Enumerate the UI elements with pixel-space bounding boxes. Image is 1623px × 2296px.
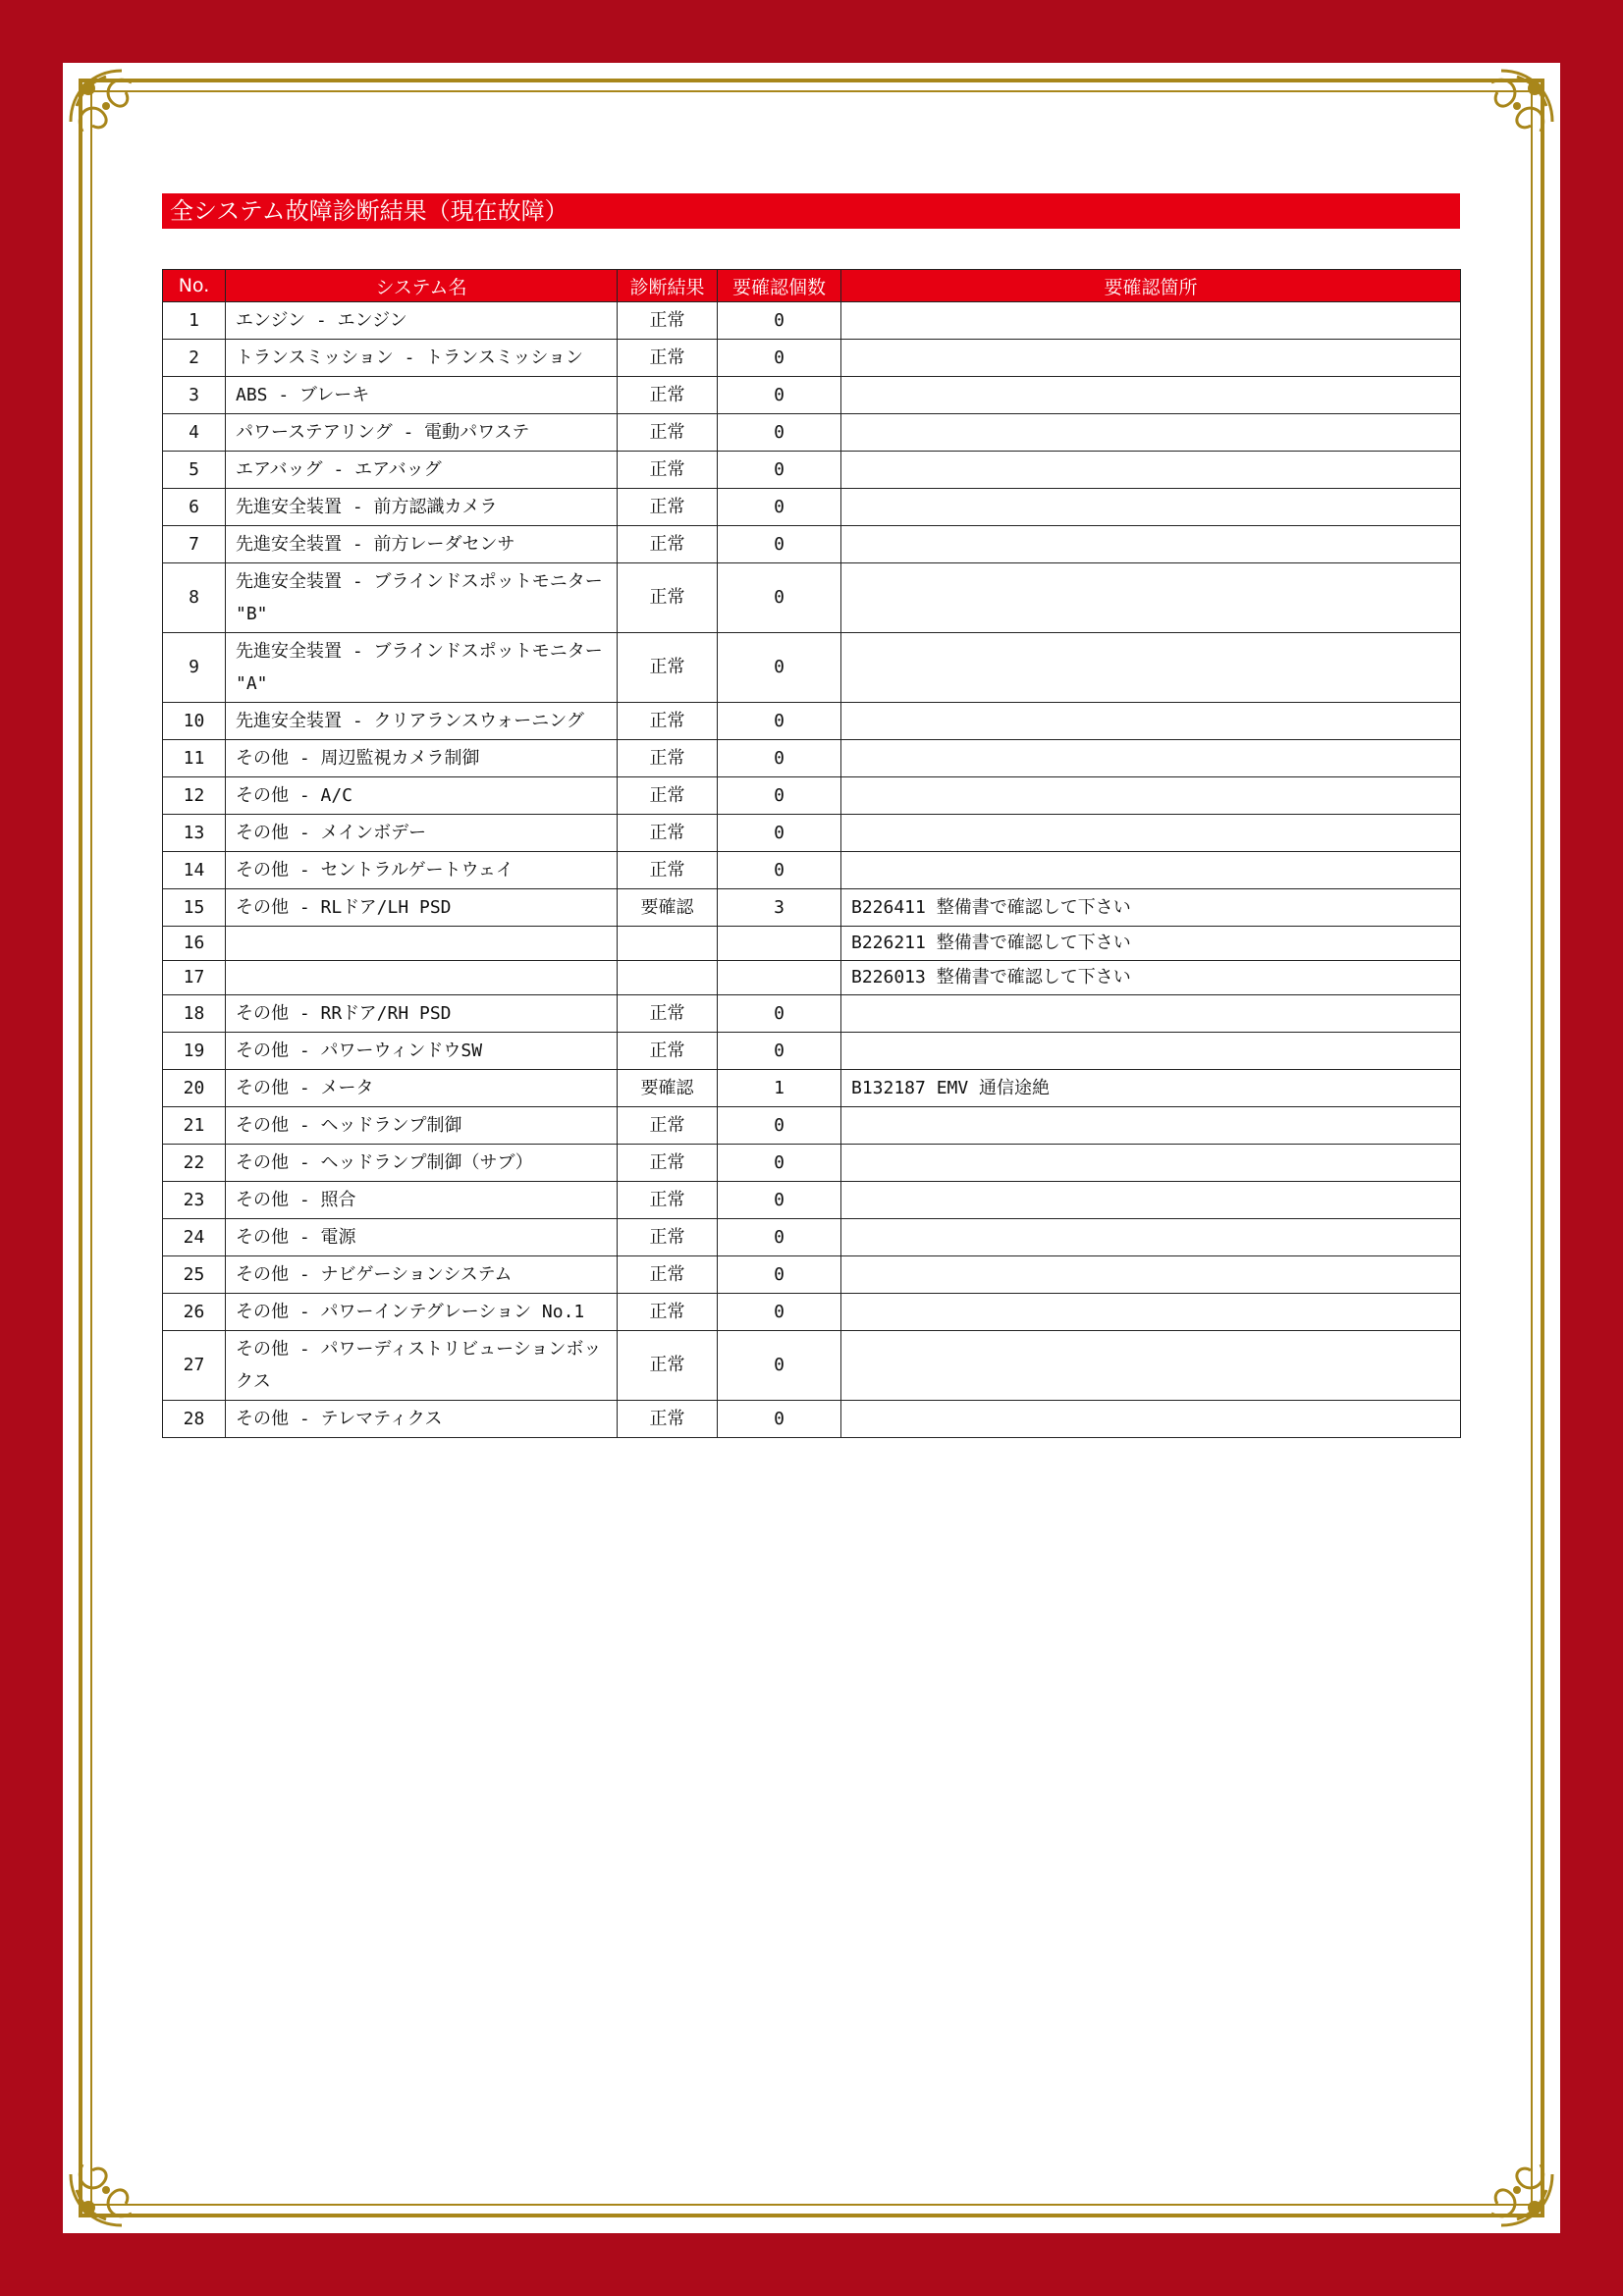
cell-system: その他 - ヘッドランプ制御（サブ） (226, 1145, 618, 1182)
table-row (163, 1294, 1461, 1331)
cell-result: 正常 (618, 740, 718, 777)
cell-no: 28 (163, 1401, 226, 1438)
cell-system: その他 - パワーディストリビューションボックス (226, 1331, 618, 1401)
cell-no: 23 (163, 1182, 226, 1219)
cell-location (841, 489, 1461, 526)
cell-no: 4 (163, 414, 226, 452)
table-header-row (163, 270, 1461, 302)
cell-count (718, 961, 841, 995)
cell-system: 先進安全装置 - ブラインドスポットモニター "A" (226, 633, 618, 703)
cell-location (841, 1331, 1461, 1401)
table-row (163, 489, 1461, 526)
cell-system (226, 961, 618, 995)
document-page (63, 63, 1560, 2233)
cell-result: 正常 (618, 1219, 718, 1256)
cell-no: 5 (163, 452, 226, 489)
cell-result (618, 961, 718, 995)
cell-result: 正常 (618, 633, 718, 703)
table-row (163, 340, 1461, 377)
table-row (163, 1219, 1461, 1256)
table-row (163, 633, 1461, 703)
cell-count: 0 (718, 414, 841, 452)
cell-location (841, 340, 1461, 377)
cell-count: 0 (718, 1145, 841, 1182)
cell-location (841, 1294, 1461, 1331)
cell-result (618, 927, 718, 961)
table-row (163, 1331, 1461, 1401)
cell-location (841, 563, 1461, 633)
cell-result: 正常 (618, 1401, 718, 1438)
cell-no: 2 (163, 340, 226, 377)
header-system: システム名 (226, 270, 618, 302)
cell-result: 正常 (618, 1331, 718, 1401)
cell-result: 正常 (618, 452, 718, 489)
cell-no: 19 (163, 1033, 226, 1070)
cell-no: 1 (163, 302, 226, 340)
cell-no: 10 (163, 703, 226, 740)
cell-system: その他 - テレマティクス (226, 1401, 618, 1438)
cell-result: 正常 (618, 489, 718, 526)
table-row (163, 377, 1461, 414)
cell-count: 0 (718, 1294, 841, 1331)
cell-system: その他 - ナビゲーションシステム (226, 1256, 618, 1294)
cell-location (841, 852, 1461, 889)
cell-system (226, 927, 618, 961)
table-row (163, 995, 1461, 1033)
cell-location (841, 1256, 1461, 1294)
cell-location (841, 815, 1461, 852)
cell-location (841, 777, 1461, 815)
cell-count: 0 (718, 377, 841, 414)
cell-system: その他 - RLドア/LH PSD (226, 889, 618, 927)
cell-no: 16 (163, 927, 226, 961)
table-row (163, 452, 1461, 489)
table-row (163, 1256, 1461, 1294)
cell-count: 0 (718, 703, 841, 740)
cell-result: 正常 (618, 777, 718, 815)
header-result: 診断結果 (618, 270, 718, 302)
cell-system: その他 - RRドア/RH PSD (226, 995, 618, 1033)
cell-count: 0 (718, 452, 841, 489)
cell-system: その他 - パワーウィンドウSW (226, 1033, 618, 1070)
cell-count: 0 (718, 340, 841, 377)
cell-location (841, 1219, 1461, 1256)
table-row (163, 1107, 1461, 1145)
cell-count: 0 (718, 302, 841, 340)
cell-system: 先進安全装置 - ブラインドスポットモニター "B" (226, 563, 618, 633)
cell-location (841, 1107, 1461, 1145)
cell-count: 0 (718, 1331, 841, 1401)
cell-location (841, 1401, 1461, 1438)
cell-result: 正常 (618, 1107, 718, 1145)
cell-count: 0 (718, 1033, 841, 1070)
cell-count: 3 (718, 889, 841, 927)
cell-system: その他 - A/C (226, 777, 618, 815)
cell-system: その他 - ヘッドランプ制御 (226, 1107, 618, 1145)
table-body (163, 302, 1461, 1438)
header-location: 要確認箇所 (841, 270, 1461, 302)
cell-no: 20 (163, 1070, 226, 1107)
cell-system: 先進安全装置 - クリアランスウォーニング (226, 703, 618, 740)
cell-system: 先進安全装置 - 前方認識カメラ (226, 489, 618, 526)
cell-result: 正常 (618, 1294, 718, 1331)
cell-location (841, 302, 1461, 340)
cell-result: 正常 (618, 852, 718, 889)
cell-system: トランスミッション - トランスミッション (226, 340, 618, 377)
cell-location (841, 703, 1461, 740)
cell-location (841, 526, 1461, 563)
cell-result: 正常 (618, 526, 718, 563)
table-row (163, 1145, 1461, 1182)
cell-no: 8 (163, 563, 226, 633)
ornamental-corner-icon (1470, 2143, 1560, 2233)
cell-count: 0 (718, 489, 841, 526)
cell-count: 0 (718, 852, 841, 889)
cell-location (841, 1033, 1461, 1070)
cell-no: 17 (163, 961, 226, 995)
table-row (163, 526, 1461, 563)
table-row (163, 927, 1461, 961)
cell-location (841, 633, 1461, 703)
cell-result: 正常 (618, 815, 718, 852)
cell-system: その他 - 照合 (226, 1182, 618, 1219)
cell-result: 正常 (618, 302, 718, 340)
header-count: 要確認個数 (718, 270, 841, 302)
cell-system: その他 - 電源 (226, 1219, 618, 1256)
cell-no: 27 (163, 1331, 226, 1401)
cell-count: 0 (718, 1107, 841, 1145)
cell-no: 9 (163, 633, 226, 703)
cell-count: 0 (718, 526, 841, 563)
cell-count: 0 (718, 995, 841, 1033)
table-row (163, 740, 1461, 777)
cell-location: B226411 整備書で確認して下さい (841, 889, 1461, 927)
cell-system: ABS - ブレーキ (226, 377, 618, 414)
cell-no: 21 (163, 1107, 226, 1145)
cell-location (841, 1182, 1461, 1219)
cell-system: その他 - メインボデー (226, 815, 618, 852)
table-row (163, 889, 1461, 927)
table-row (163, 1033, 1461, 1070)
ornamental-corner-icon (63, 63, 153, 153)
table-row (163, 1401, 1461, 1438)
cell-no: 3 (163, 377, 226, 414)
table-row (163, 961, 1461, 995)
ornamental-corner-icon (63, 2143, 153, 2233)
table-row (163, 815, 1461, 852)
cell-location: B132187 EMV 通信途絶 (841, 1070, 1461, 1107)
cell-count: 0 (718, 1256, 841, 1294)
diagnosis-table (162, 269, 1461, 1438)
cell-no: 13 (163, 815, 226, 852)
cell-no: 6 (163, 489, 226, 526)
cell-result: 正常 (618, 1182, 718, 1219)
cell-system: その他 - 周辺監視カメラ制御 (226, 740, 618, 777)
cell-result: 正常 (618, 414, 718, 452)
cell-no: 25 (163, 1256, 226, 1294)
cell-count: 0 (718, 1219, 841, 1256)
table-row (163, 852, 1461, 889)
cell-no: 12 (163, 777, 226, 815)
cell-no: 14 (163, 852, 226, 889)
cell-result: 正常 (618, 995, 718, 1033)
cell-result: 正常 (618, 340, 718, 377)
cell-location (841, 452, 1461, 489)
cell-no: 22 (163, 1145, 226, 1182)
cell-result: 正常 (618, 563, 718, 633)
cell-system: 先進安全装置 - 前方レーダセンサ (226, 526, 618, 563)
cell-location (841, 740, 1461, 777)
cell-location: B226211 整備書で確認して下さい (841, 927, 1461, 961)
table-row (163, 563, 1461, 633)
cell-system: エアバッグ - エアバッグ (226, 452, 618, 489)
table-row (163, 777, 1461, 815)
cell-location (841, 1145, 1461, 1182)
cell-system: パワーステアリング - 電動パワステ (226, 414, 618, 452)
cell-count (718, 927, 841, 961)
cell-system: その他 - メータ (226, 1070, 618, 1107)
cell-result: 正常 (618, 377, 718, 414)
cell-count: 0 (718, 1401, 841, 1438)
header-no: No. (163, 270, 226, 302)
cell-count: 0 (718, 1182, 841, 1219)
ornamental-corner-icon (1470, 63, 1560, 153)
cell-location (841, 995, 1461, 1033)
cell-result: 正常 (618, 1033, 718, 1070)
table-row (163, 1182, 1461, 1219)
cell-result: 要確認 (618, 1070, 718, 1107)
cell-result: 正常 (618, 1256, 718, 1294)
cell-location (841, 377, 1461, 414)
cell-count: 0 (718, 563, 841, 633)
section-title: 全システム故障診断結果（現在故障） (162, 193, 1460, 229)
cell-no: 15 (163, 889, 226, 927)
cell-system: その他 - パワーインテグレーション No.1 (226, 1294, 618, 1331)
cell-no: 24 (163, 1219, 226, 1256)
cell-no: 11 (163, 740, 226, 777)
cell-result: 要確認 (618, 889, 718, 927)
cell-system: その他 - セントラルゲートウェイ (226, 852, 618, 889)
cell-count: 0 (718, 740, 841, 777)
cell-count: 0 (718, 633, 841, 703)
cell-count: 0 (718, 815, 841, 852)
table-row (163, 1070, 1461, 1107)
cell-count: 1 (718, 1070, 841, 1107)
cell-no: 7 (163, 526, 226, 563)
table-row (163, 302, 1461, 340)
cell-no: 18 (163, 995, 226, 1033)
table-row (163, 703, 1461, 740)
cell-system: エンジン - エンジン (226, 302, 618, 340)
cell-result: 正常 (618, 703, 718, 740)
table-row (163, 414, 1461, 452)
cell-location: B226013 整備書で確認して下さい (841, 961, 1461, 995)
cell-location (841, 414, 1461, 452)
cell-count: 0 (718, 777, 841, 815)
cell-no: 26 (163, 1294, 226, 1331)
cell-result: 正常 (618, 1145, 718, 1182)
